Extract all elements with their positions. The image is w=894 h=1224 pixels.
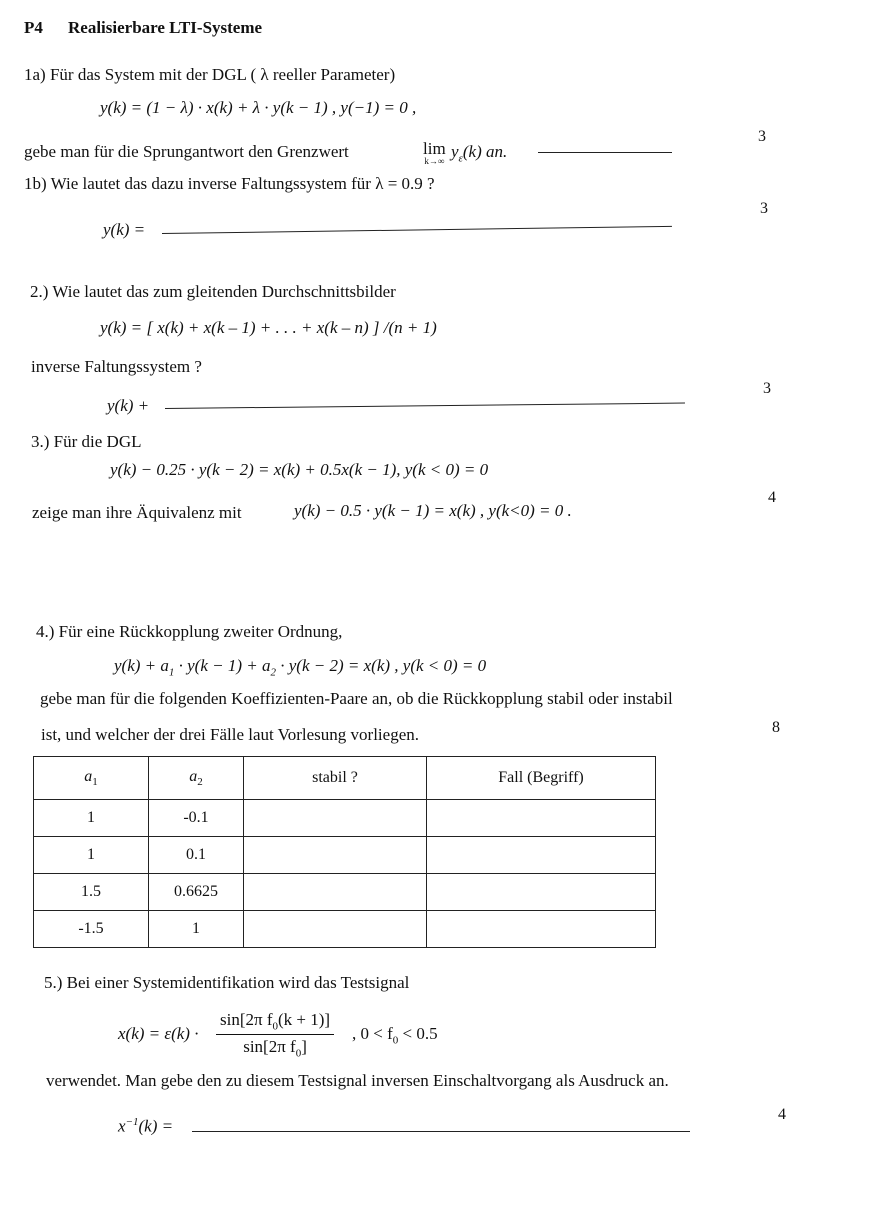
q2-question: inverse Faltungssystem ? <box>31 357 202 376</box>
limit-operator: lim <box>423 139 446 158</box>
q4-question-line1: gebe man für die folgenden Koeffizienten-Paare an, ob die Rückkopplung stabil oder instabil <box>40 689 673 708</box>
q2-points: 3 <box>763 380 771 397</box>
q5-points: 4 <box>778 1106 786 1123</box>
q4-eq-sub1: 1 <box>168 666 175 679</box>
q5-numerator <box>216 1010 334 1032</box>
limit-expr-sub: ε <box>458 152 463 165</box>
problem-title: Realisierbare LTI-Systeme <box>68 18 263 37</box>
q2-equation: y(k) = [ x(k) + x(k – 1) + . . . + x(k – n) ] /(n + 1) <box>100 318 437 337</box>
cell-a1: 1 <box>34 837 149 874</box>
cell-stabil[interactable] <box>244 837 427 874</box>
q4-eq-sub2: 2 <box>270 666 276 679</box>
cell-stabil[interactable] <box>244 874 427 911</box>
q1a-answer-line[interactable] <box>538 152 672 153</box>
cell-a2: 0.1 <box>149 837 244 874</box>
q1a-limit-expression <box>451 142 507 164</box>
q3-question: zeige man ihre Äquivalenz mit <box>32 503 242 522</box>
q5-cond-tail: < 0.5 <box>398 1024 438 1043</box>
cell-fall[interactable] <box>427 800 656 837</box>
limit-expr: y <box>451 142 459 161</box>
cell-a2: 1 <box>149 911 244 948</box>
cell-a1: 1 <box>34 800 149 837</box>
q5-answer-tail: (k) = <box>138 1116 174 1136</box>
table-row <box>34 837 656 874</box>
header-a1-text: a <box>84 767 93 785</box>
header-a1-sub: 1 <box>92 776 98 789</box>
cell-stabil[interactable] <box>244 911 427 948</box>
q5-answer-x: x <box>118 1116 126 1136</box>
q4-eq-part-c: · y(k − 2) = x(k) , y(k < 0) = 0 <box>276 656 487 675</box>
table-row <box>34 874 656 911</box>
q4-points: 8 <box>772 719 780 736</box>
q5-cond-text: , 0 < f <box>352 1024 393 1043</box>
table-row <box>34 800 656 837</box>
header-a2-sub: 2 <box>197 776 203 789</box>
q3-equation: y(k) − 0.25 · y(k − 2) = x(k) + 0.5x(k − 1), y(k < 0) = 0 <box>110 460 489 479</box>
q5-condition <box>352 1024 438 1046</box>
table-header-row <box>34 757 656 800</box>
cell-a2: 0.6625 <box>149 874 244 911</box>
cell-fall[interactable] <box>427 837 656 874</box>
cell-a1: -1.5 <box>34 911 149 948</box>
q5-question: verwendet. Man gebe den zu diesem Testsignal inversen Einschaltvorgang als Ausdruck an. <box>46 1071 669 1090</box>
problem-number: P4 <box>24 18 43 37</box>
header-a1 <box>34 757 149 800</box>
q4-eq-part-a: y(k) + a <box>114 656 169 675</box>
q5-num-tail: (k + 1)] <box>278 1010 331 1029</box>
q5-answer-line[interactable] <box>192 1131 690 1132</box>
q2-answer-label: y(k) + <box>107 396 150 415</box>
header-a2-text: a <box>189 767 198 785</box>
q4-equation <box>114 656 486 678</box>
q5-den-tail: ] <box>301 1037 307 1057</box>
q1b-answer-line[interactable] <box>162 226 672 234</box>
q5-fraction-bar <box>216 1034 334 1035</box>
cell-fall[interactable] <box>427 874 656 911</box>
q5-num-sub: 0 <box>272 1020 278 1033</box>
header-stabil: stabil ? <box>244 757 427 800</box>
q5-cond-sub: 0 <box>392 1034 399 1047</box>
q5-intro: 5.) Bei einer Systemidentifikation wird das Testsignal <box>44 973 410 992</box>
q5-fraction <box>216 1010 334 1060</box>
q5-answer-label <box>118 1116 173 1137</box>
q4-question-line2: ist, und welcher der drei Fälle laut Vorlesung vorliegen. <box>41 725 420 744</box>
q5-denominator <box>216 1037 334 1059</box>
q1b-points: 3 <box>760 200 768 217</box>
q3-equivalent-equation: y(k) − 0.5 · y(k − 1) = x(k) , y(k<0) = 0 . <box>294 501 572 520</box>
q1a-intro: 1a) Für das System mit der DGL ( λ reeller Parameter) <box>24 65 396 84</box>
q1a-limit <box>423 140 446 166</box>
q1a-equation: y(k) = (1 − λ) · x(k) + λ · y(k − 1) , y(−1) = 0 , <box>100 98 417 117</box>
q3-points: 4 <box>768 489 776 506</box>
coefficient-table <box>33 756 656 948</box>
q1b-intro: 1b) Wie lautet das dazu inverse Faltungssystem für λ = 0.9 ? <box>24 174 435 193</box>
q1a-points: 3 <box>758 128 766 145</box>
q5-answer-sup: −1 <box>125 1116 139 1128</box>
limit-expr-tail: (k) an. <box>462 142 508 161</box>
cell-stabil[interactable] <box>244 800 427 837</box>
q5-num-text: sin[2π f <box>220 1010 273 1029</box>
q4-eq-part-b: · y(k − 1) + a <box>174 656 271 675</box>
q2-answer-line[interactable] <box>165 403 685 409</box>
q5-equation-lhs: x(k) = ε(k) · <box>118 1024 199 1043</box>
table-row <box>34 911 656 948</box>
limit-subscript: k→∞ <box>424 156 445 166</box>
cell-fall[interactable] <box>427 911 656 948</box>
q1b-answer-label: y(k) = <box>103 220 146 239</box>
header-a2 <box>149 757 244 800</box>
cell-a2: -0.1 <box>149 800 244 837</box>
cell-a1: 1.5 <box>34 874 149 911</box>
q4-intro: 4.) Für eine Rückkopplung zweiter Ordnung, <box>36 622 343 641</box>
q3-intro: 3.) Für die DGL <box>31 432 142 451</box>
q5-den-sub: 0 <box>295 1047 302 1060</box>
header-fall: Fall (Begriff) <box>427 757 656 800</box>
q2-intro: 2.) Wie lautet das zum gleitenden Durchschnittsbilder <box>30 282 396 301</box>
q5-den-text: sin[2π f <box>243 1037 296 1057</box>
q1a-question: gebe man für die Sprungantwort den Grenzwert <box>24 142 349 161</box>
